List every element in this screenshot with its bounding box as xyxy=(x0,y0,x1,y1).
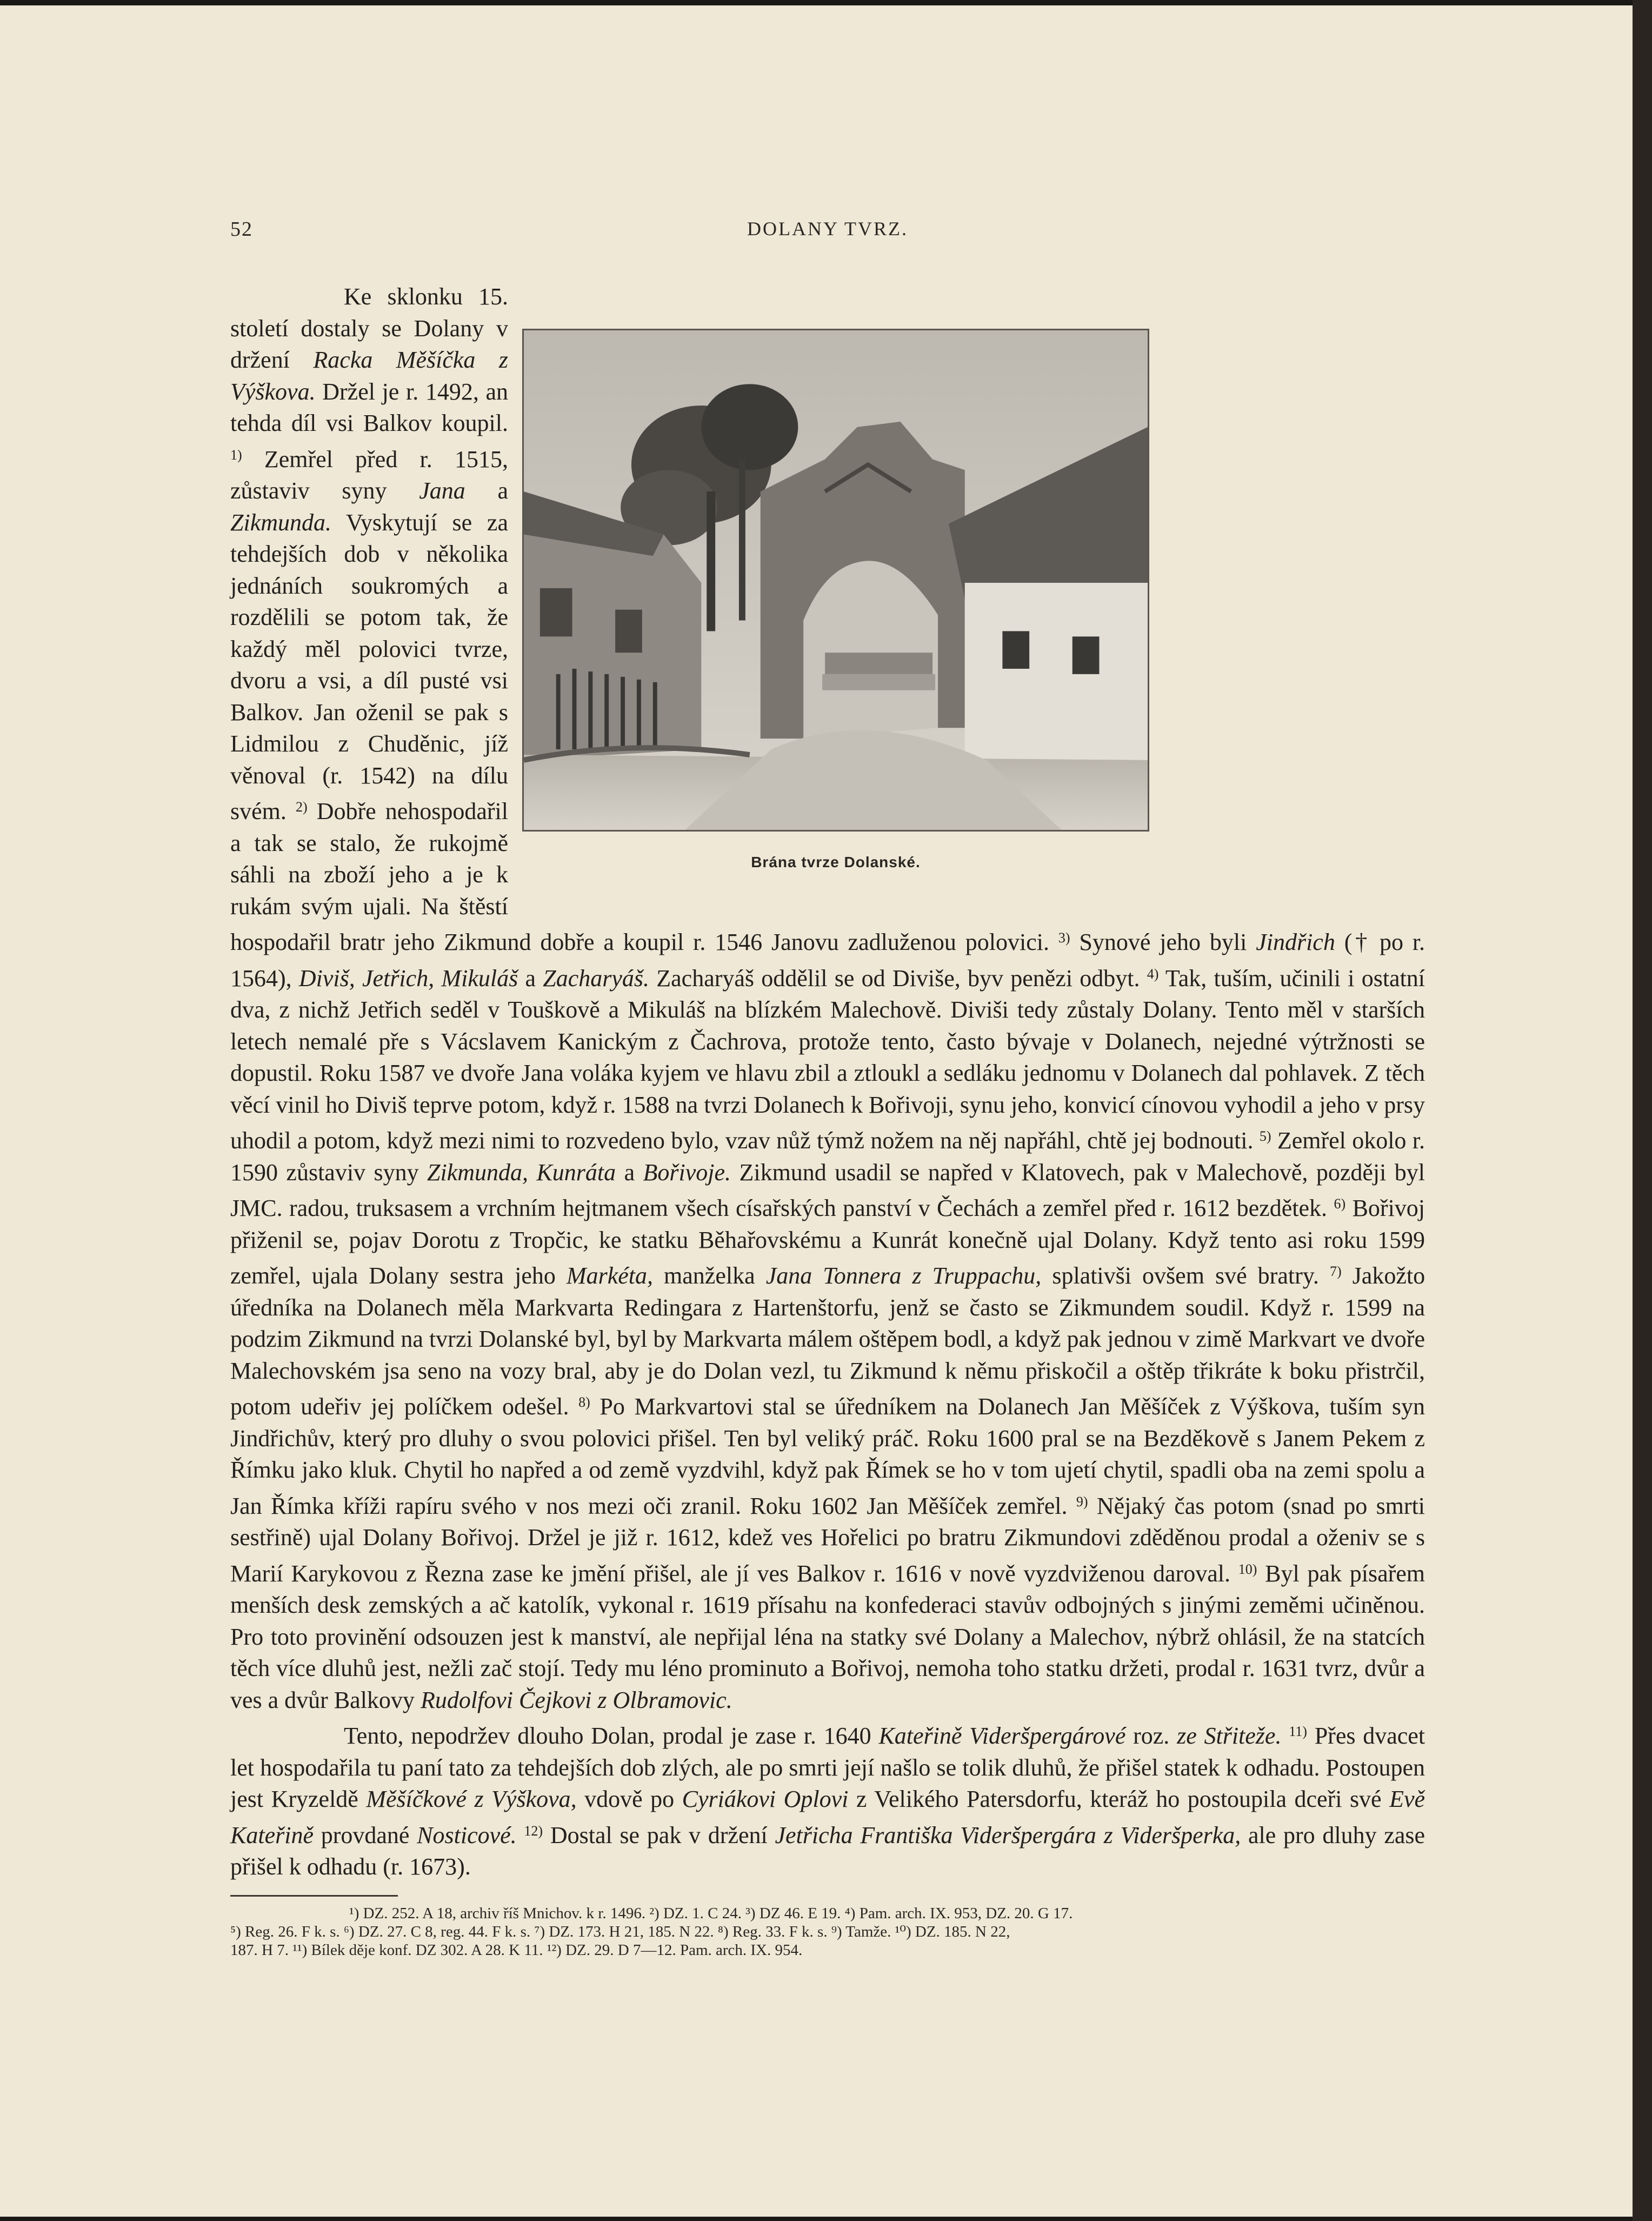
p1-text-j: Zemřel okolo r. 1590 zůstaviv syny xyxy=(230,1127,1425,1186)
p1-text-r: Byl pak písařem menších desk zemských a ač katolík, vykonal r. 1619 přísahu na konfederaci stavův odbojných s jinými zeměmi učiněnou. Pro toto provinění odsouzen jest k manství, ale nepřijal léna na statky své Dolany a Malechov, nýbrž ohlásil, že na statcích těch více dluhů jest, nežli zač stojí. Tedy mu léno prominuto a Bořivoj, nemoha toho statku držeti, prodal r. 1631 tvrz, dvůr a ves a dvůr Balkovy xyxy=(230,1560,1425,1713)
footnote-ref-5: 5) xyxy=(1259,1128,1271,1144)
footnote-ref-3: 3) xyxy=(1058,930,1070,946)
p2-eve: Evě Kateřině xyxy=(230,1786,1425,1848)
p1-text-n: splativši ovšem své bratry. xyxy=(1052,1262,1319,1289)
p1-text-o: Jakožto úředníka na Dolanech měla Markvarta Redingara z Hartenštorfu, jenž se často se Zikmundem soudil. Když r. 1599 na podzim Zikmund na tvrzi Dolanské byl, byl by Markvarta málem oštěpem bodl, a když pak jednou v zimě Markvart ve dvoře Malechovském jsa seno na vozy bral, aby je do Dolan vezl, tu Zikmund k němu přiskočil a oštěp třikráte k boku přistrčil, potom udeřiv jej políčkem odešel. xyxy=(230,1262,1425,1420)
p1-text-e: Dobře nehospodařil a tak se stalo, že rukojmě sáhli na zboží jeho a je k rukám svým ujali. Na štěstí hospodařil bratr jeho Zikmund dobře a koupil r. 1546 Janovu zadluženou polovici. xyxy=(230,798,1049,955)
p1-text-g: († po r. 1564), xyxy=(230,929,1425,992)
footnote-ref-8: 8) xyxy=(578,1394,590,1410)
p2-text-b: roz. xyxy=(1133,1723,1170,1749)
footnote-ref-4: 4) xyxy=(1147,966,1159,982)
p2-mesickove: Měšíčkové z Výškova, xyxy=(366,1786,577,1812)
figure xyxy=(522,285,1484,902)
p2-nosticove: Nosticové. xyxy=(417,1821,517,1848)
p1-rudolf: Rudolfovi Čejkovi z Olbramovic. xyxy=(420,1686,732,1713)
figure-caption: Brána tvrze Dolanské. xyxy=(751,854,921,870)
p2-text-g: Dostal se pak v držení xyxy=(550,1821,768,1848)
p1-text-a: Ke sklonku 15. století dostaly se Dolany v držení xyxy=(230,283,508,373)
p2-cyriakovi: Cyriákovi Oplovi xyxy=(682,1786,849,1812)
p2-text-d: vdově po xyxy=(584,1786,675,1812)
p1-text-h: Zacharyáš oddělil se od Diviše, byv penězi odbyt. xyxy=(656,965,1140,992)
body-text xyxy=(230,281,1425,1883)
p2-text-c: Přes dvacet let hospodařila tu paní tato za tehdejších dob zlých, ale po smrti její našlo se tolik dluhů, že přišel statek k odhadu. Postoupen jest Kryzeldě xyxy=(230,1723,1425,1812)
page-header xyxy=(230,217,1425,250)
running-title: DOLANY TVRZ. xyxy=(747,218,908,240)
footnote-ref-7: 7) xyxy=(1329,1264,1342,1279)
p1-sons: Zikmunda, Kunráta xyxy=(427,1159,616,1186)
p1-jana: Jana xyxy=(419,477,465,504)
p1-text-f: Synové jeho byli xyxy=(1079,929,1247,955)
gate-drawing xyxy=(524,330,1148,830)
p2-ze-strizeze: ze Střiteže. xyxy=(1177,1723,1282,1749)
p2-text-e: z Velikého Patersdorfu, kteráž ho postoupila dceři své xyxy=(856,1786,1382,1812)
p2-text-a: Tento, nepodržev dlouho Dolan, prodal je zase r. 1640 xyxy=(344,1723,871,1749)
p1-text-q: Nějaký čas potom (snad po smrti sestřině) ujal Dolany Bořivoj. Držel je již r. 1612, kdež ves Hořelici po bratru Zikmundovi zděděnou prodal a oženiv se s Marií Karykovou z Řezna zase ke jmění přišel, ale jí ves Balkov r. 1616 v nově vyzdviženou daroval. xyxy=(230,1492,1425,1587)
p1-text-k: Zikmund usadil se napřed v Klatovech, pak v Malechově, později byl JMC. radou, truksasem a vrchním hejtmanem všech císařských panství v Čechách a zemřel před r. 1612 bezdětek. xyxy=(230,1159,1425,1221)
paragraph-2 xyxy=(230,1716,1425,1883)
footnotes xyxy=(230,1904,1425,1959)
p2-text-f: provdané xyxy=(321,1821,410,1848)
footnote-ref-1: 1) xyxy=(230,447,242,463)
p2-katerina: Kateřině Videršpergárové xyxy=(878,1723,1126,1749)
p1-text-i: Tak, tuším, učinili i ostatní dva, z nichž Jetřich seděl v Touškově a Mikuláš na blízkém Malechově. Diviši tedy zůstaly Dolany. Tento měl v starších letech nemalé pře s Vácslavem Kanickým z Čachrova, protože tento, často bývaje v Dolanech, nejedné výtržnosti se dopustil. Roku 1587 ve dvoře Jana voláka kyjem ve hlavu zbil a ztloukl a sedláku jednomu v Dolanech dal pohlavek. Z těch věcí vinil ho Diviš teprve potom, když r. 1588 na tvrzi Dolanech k Bořivoji, synu jeho, konvicí cínovou vyhodil a jeho v prsy uhodil a potom, když mezi nimi to rozvedeno bylo, vzav nůž týmž nožem na něj napřáhl, chtě jej bodnouti. xyxy=(230,965,1425,1154)
p1-borivoje: Bořivoje. xyxy=(643,1159,731,1186)
p1-and-1: a xyxy=(497,477,509,504)
p1-racek: Racka Měšíčka z Výškova. xyxy=(230,347,508,405)
p1-text-p: Po Markvartovi stal se úředníkem na Dolanech Jan Měšíček z Výškova, tuším syn Jindřichův, který pro dluhy o svou polovici přišel. Ten byl veliký práč. Roku 1600 pral se na Bezděkově s Janem Pekem z Římku jako kluk. Chytil ho napřed a od země vyzdvihl, když pak Římek se ho v tom ujetí chytil, spadli oba na zemi spolu a Jan Římka kříži rapíru svého v nos mezi oči zranil. Roku 1602 Jan Měšíček zemřel. xyxy=(230,1393,1425,1519)
book-page xyxy=(0,5,1633,2217)
footnote-rule xyxy=(230,1895,398,1897)
p1-divis: Diviš, Jetřich, Mikuláš xyxy=(298,965,518,992)
p1-text-b: Držel je r. 1492, an tehda díl vsi Balkov koupil. xyxy=(230,378,509,436)
p1-marketa: Markéta, xyxy=(566,1262,653,1289)
footnote-line-3: 187. H 7. ¹¹) Bílek děje konf. DZ 302. A 28. K 11. ¹²) DZ. 29. D 7—12. Pam. arch. IX. 954. xyxy=(230,1941,803,1959)
footnote-line-2: ⁵) Reg. 26. F k. s. ⁶) DZ. 27. C 8, reg. 44. F k. s. ⁷) DZ. 173. H 21, 185. N 22. ⁸) Reg. 33. F k. s. ⁹) Tamže. ¹⁰) DZ. 185. N 22, xyxy=(230,1923,1010,1940)
page-number: 52 xyxy=(230,218,253,241)
gate-illustration xyxy=(522,329,1149,832)
page-edge xyxy=(1633,0,1652,2221)
footnote-line-1: ¹) DZ. 252. A 18, archiv říš Mnichov. k r. 1496. ²) DZ. 1. C 24. ³) DZ 46. E 19. ⁴) Pam. arch. IX. 953, DZ. 20. G 17. xyxy=(349,1905,1073,1922)
p1-text-d: Vyskytují se za tehdejších dob v několika jednáních soukromých a rozdělili se potom tak, že každý měl polovici tvrze, dvoru a vsi, a díl pusté vsi Balkov. Jan oženil se pak s Lidmilou z Chuděnic, jíž věnoval (r. 1542) na dílu svém. xyxy=(230,509,508,824)
p1-and-3: a xyxy=(624,1159,635,1186)
footnote-ref-11: 11) xyxy=(1289,1724,1307,1739)
p1-text-l: Bořivoj přiženil se, pojav Dorotu z Tropčic, ke statku Běhařovskému a Kunrát konečně ujal Dolany. Když tento asi roku 1599 zemřel, ujala Dolany sestra jeho xyxy=(230,1195,1425,1289)
footnote-ref-10: 10) xyxy=(1238,1561,1257,1577)
p1-zikmunda: Zikmunda. xyxy=(230,509,331,536)
p1-jana-tonnera: Jana Tonnera z Truppachu, xyxy=(765,1262,1042,1289)
footnote-ref-12: 12) xyxy=(524,1823,543,1839)
footnote-ref-2: 2) xyxy=(295,799,308,815)
p2-jetricha: Jetřicha Františka Videršpergára z Videršperka, xyxy=(775,1821,1241,1848)
p1-text-m: manželka xyxy=(664,1262,755,1289)
p1-zacharyas: Zacharyáš. xyxy=(543,965,650,992)
figure-frame xyxy=(522,329,1149,869)
footnote-ref-6: 6) xyxy=(1334,1196,1346,1212)
p1-text-c: Zemřel před r. 1515, zůstaviv syny xyxy=(230,445,508,504)
p1-jindrich: Jindřich xyxy=(1256,929,1335,955)
footnote-ref-9: 9) xyxy=(1076,1493,1088,1510)
p2-text-h: ale pro dluhy zase přišel k odhadu (r. 1673). xyxy=(230,1821,1425,1880)
p1-and-2: a xyxy=(525,965,536,992)
